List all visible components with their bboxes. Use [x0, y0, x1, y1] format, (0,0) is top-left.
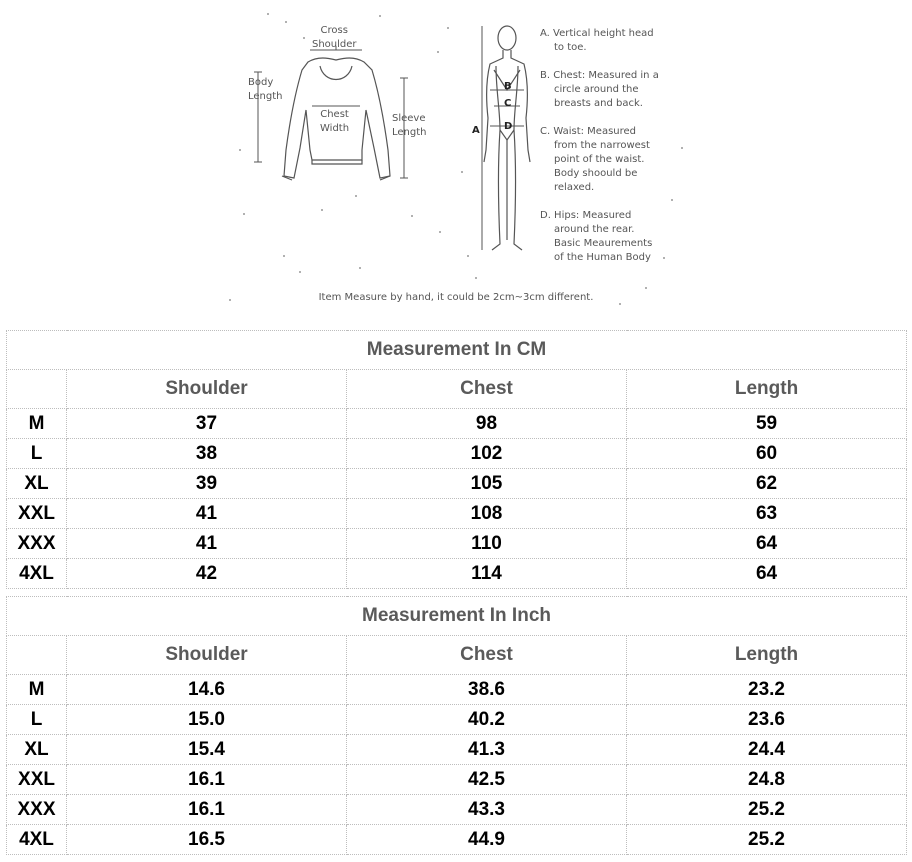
table-title-row: [7, 331, 907, 370]
length-value: 25.2: [627, 825, 907, 855]
cross-shoulder-label: Cross Shoulder: [312, 25, 357, 50]
length-value: 59: [627, 409, 907, 439]
length-value: 64: [627, 529, 907, 559]
table-row: [7, 765, 907, 795]
length-value: 63: [627, 499, 907, 529]
shoulder-value: 14.6: [67, 675, 347, 705]
length-value: 24.4: [627, 735, 907, 765]
measurement-diagram: [0, 0, 912, 325]
shoulder-value: 37: [67, 409, 347, 439]
chest-value: 44.9: [347, 825, 627, 855]
shoulder-value: 41: [67, 529, 347, 559]
size-label: XXL: [7, 765, 67, 795]
length-value: 64: [627, 559, 907, 589]
table-row: [7, 439, 907, 469]
size-label: 4XL: [7, 825, 67, 855]
table-header-row: [7, 370, 907, 409]
shoulder-value: 39: [67, 469, 347, 499]
size-label: XL: [7, 469, 67, 499]
chest-value: 41.3: [347, 735, 627, 765]
letter-b: B: [504, 81, 512, 92]
chest-value: 110: [347, 529, 627, 559]
chest-value: 43.3: [347, 795, 627, 825]
definition-d: D. Hips: Measured around the rear. Basic Meaurements of the Human Body: [540, 210, 653, 263]
length-value: 60: [627, 439, 907, 469]
body-length-label: Body Length: [248, 77, 283, 102]
shoulder-value: 16.1: [67, 795, 347, 825]
chest-value: 108: [347, 499, 627, 529]
length-value: 25.2: [627, 795, 907, 825]
header-length: Length: [627, 636, 907, 675]
size-label: XXX: [7, 529, 67, 559]
size-label: XXL: [7, 499, 67, 529]
length-value: 24.8: [627, 765, 907, 795]
chest-value: 42.5: [347, 765, 627, 795]
header-chest: Chest: [347, 636, 627, 675]
body-figure-icon: [484, 26, 530, 250]
chest-width-label: Chest Width: [320, 109, 350, 134]
chest-value: 114: [347, 559, 627, 589]
letter-d: D: [504, 121, 513, 132]
table-row: [7, 469, 907, 499]
chest-value: 40.2: [347, 705, 627, 735]
table-row: [7, 735, 907, 765]
header-length: Length: [627, 370, 907, 409]
shoulder-value: 38: [67, 439, 347, 469]
table-row: [7, 705, 907, 735]
table-row: [7, 559, 907, 589]
size-label: L: [7, 439, 67, 469]
measurement-definitions: [540, 27, 680, 279]
shoulder-value: 15.4: [67, 735, 347, 765]
size-label: L: [7, 705, 67, 735]
inch-size-table: [6, 596, 907, 855]
letter-a: A: [472, 125, 480, 136]
table-row: [7, 825, 907, 855]
header-blank: [7, 636, 67, 675]
shoulder-value: 41: [67, 499, 347, 529]
chest-value: 98: [347, 409, 627, 439]
shoulder-value: 16.5: [67, 825, 347, 855]
size-label: M: [7, 409, 67, 439]
table-row: [7, 675, 907, 705]
shoulder-value: 42: [67, 559, 347, 589]
table-row: [7, 499, 907, 529]
shoulder-value: 16.1: [67, 765, 347, 795]
measure-note: Item Measure by hand, it could be 2cm~3cm different.: [318, 292, 594, 303]
length-value: 23.6: [627, 705, 907, 735]
table-header-row: [7, 636, 907, 675]
chest-value: 38.6: [347, 675, 627, 705]
body-measure-lines: [482, 26, 524, 250]
chest-value: 105: [347, 469, 627, 499]
definition-b: B. Chest: Measured in a circle around the breasts and back.: [540, 70, 659, 109]
definition-a: A. Vertical height head to toe.: [540, 28, 654, 53]
shoulder-value: 15.0: [67, 705, 347, 735]
chest-value: 102: [347, 439, 627, 469]
length-value: 62: [627, 469, 907, 499]
letter-c: C: [504, 98, 512, 109]
table-title: Measurement In Inch: [7, 597, 907, 636]
header-shoulder: Shoulder: [67, 370, 347, 409]
diagram-drawing: [0, 0, 912, 325]
size-label: 4XL: [7, 559, 67, 589]
header-shoulder: Shoulder: [67, 636, 347, 675]
size-label: XL: [7, 735, 67, 765]
cm-size-table: [6, 330, 907, 589]
table-row: [7, 409, 907, 439]
length-value: 23.2: [627, 675, 907, 705]
definition-c: C. Waist: Measured from the narrowest point of the waist. Body shoould be relaxed.: [540, 126, 650, 193]
table-row: [7, 795, 907, 825]
size-label: XXX: [7, 795, 67, 825]
header-chest: Chest: [347, 370, 627, 409]
table-row: [7, 529, 907, 559]
table-title-row: [7, 597, 907, 636]
sleeve-length-label: Sleeve Length: [392, 113, 427, 138]
header-blank: [7, 370, 67, 409]
table-title: Measurement In CM: [7, 331, 907, 370]
size-label: M: [7, 675, 67, 705]
